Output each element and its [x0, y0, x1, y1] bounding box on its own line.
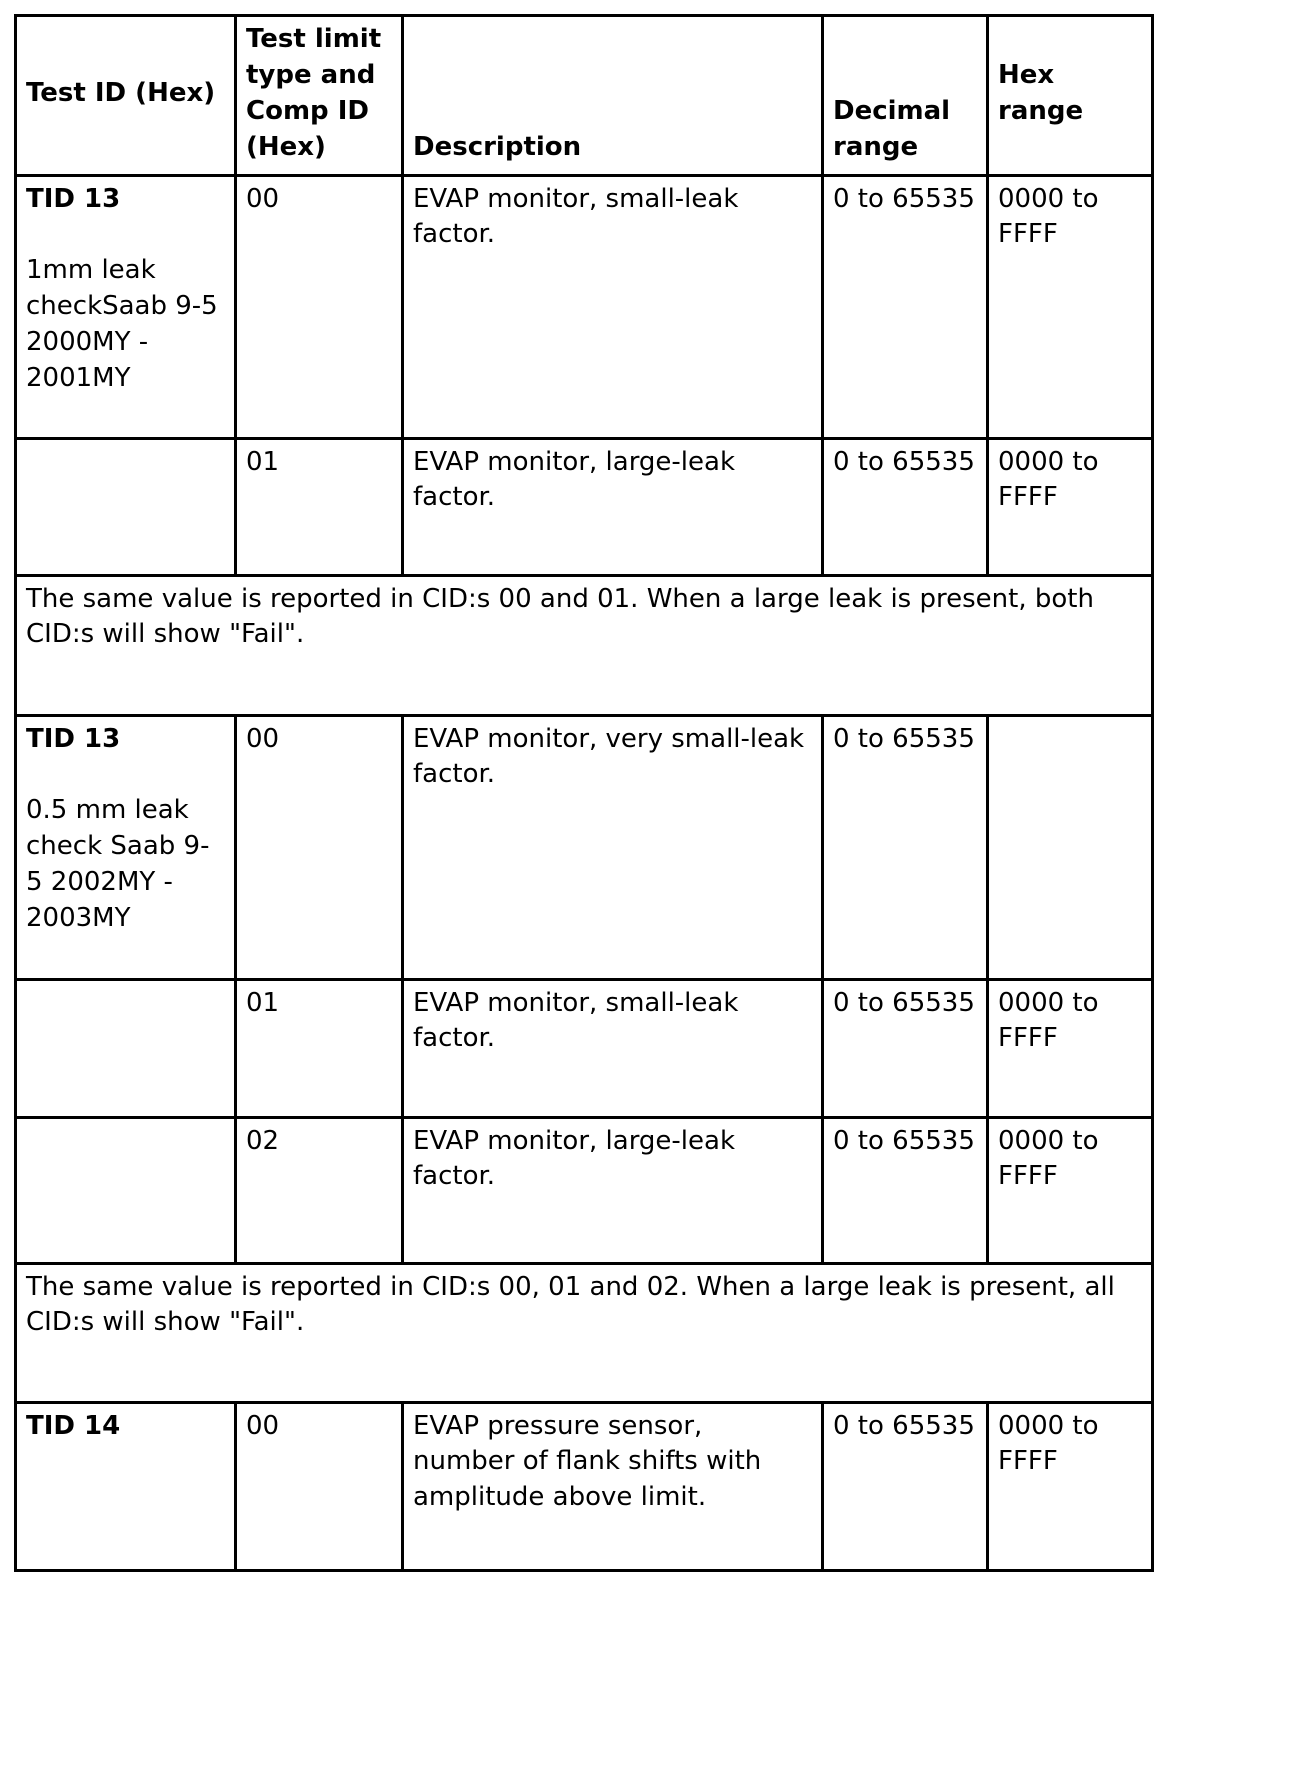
cell-test-id: [16, 175, 236, 438]
header-description: Description: [403, 16, 823, 176]
cell-decimal-range: 0 to 65535: [823, 438, 988, 575]
header-comp-id: Test limit type and Comp ID (Hex): [236, 16, 403, 176]
cell-description: EVAP monitor, small-leak factor.: [403, 175, 823, 438]
cell-hex-range: 0000 to FFFF: [988, 1117, 1153, 1263]
cell-comp-id: 01: [236, 438, 403, 575]
cell-comp-id: 02: [236, 1117, 403, 1263]
cell-hex-range: [988, 715, 1153, 979]
cell-hex-range: 0000 to FFFF: [988, 438, 1153, 575]
test-id-subtext: 0.5 mm leak check Saab 9-5 2002MY - 2003MY: [26, 795, 210, 933]
header-test-id: Test ID (Hex): [16, 16, 236, 176]
cell-comp-id: 00: [236, 715, 403, 979]
cell-description: EVAP pressure sensor, number of flank shifts with amplitude above limit.: [403, 1402, 823, 1570]
cell-decimal-range: 0 to 65535: [823, 979, 988, 1117]
cell-test-id: [16, 438, 236, 575]
header-decimal-range: Decimal range: [823, 16, 988, 176]
note-row: [16, 1263, 1153, 1402]
cell-comp-id: 01: [236, 979, 403, 1117]
cell-test-id: [16, 1402, 236, 1570]
test-id-spec-table: [14, 14, 1154, 1572]
table-row: [16, 175, 1153, 438]
cell-description: EVAP monitor, large-leak factor.: [403, 1117, 823, 1263]
cell-description: EVAP monitor, small-leak factor.: [403, 979, 823, 1117]
table-row: [16, 438, 1153, 575]
test-id-label: TID 13: [26, 723, 121, 754]
cell-test-id: [16, 1117, 236, 1263]
cell-hex-range: 0000 to FFFF: [988, 175, 1153, 438]
test-id-subtext: 1mm leak checkSaab 9-5 2000MY - 2001MY: [26, 255, 218, 393]
note-text: The same value is reported in CID:s 00 and 01. When a large leak is present, both CID:s will show "Fail".: [16, 575, 1153, 715]
table-row: [16, 979, 1153, 1117]
test-id-label: TID 14: [26, 1410, 121, 1441]
cell-description: EVAP monitor, very small-leak factor.: [403, 715, 823, 979]
cell-decimal-range: 0 to 65535: [823, 715, 988, 979]
table-row: [16, 1402, 1153, 1570]
table-row: [16, 1117, 1153, 1263]
cell-comp-id: 00: [236, 175, 403, 438]
cell-comp-id: 00: [236, 1402, 403, 1570]
cell-hex-range: 0000 to FFFF: [988, 979, 1153, 1117]
header-row: [16, 16, 1153, 176]
test-id-label: TID 13: [26, 183, 121, 214]
cell-decimal-range: 0 to 65535: [823, 1117, 988, 1263]
note-row: [16, 575, 1153, 715]
cell-decimal-range: 0 to 65535: [823, 1402, 988, 1570]
header-hex-range: Hex range: [988, 16, 1153, 176]
cell-test-id: [16, 715, 236, 979]
cell-hex-range: 0000 to FFFF: [988, 1402, 1153, 1570]
table-row: [16, 715, 1153, 979]
note-text: The same value is reported in CID:s 00, 01 and 02. When a large leak is present, all CID:s will show "Fail".: [16, 1263, 1153, 1402]
cell-test-id: [16, 979, 236, 1117]
cell-decimal-range: 0 to 65535: [823, 175, 988, 438]
cell-description: EVAP monitor, large-leak factor.: [403, 438, 823, 575]
